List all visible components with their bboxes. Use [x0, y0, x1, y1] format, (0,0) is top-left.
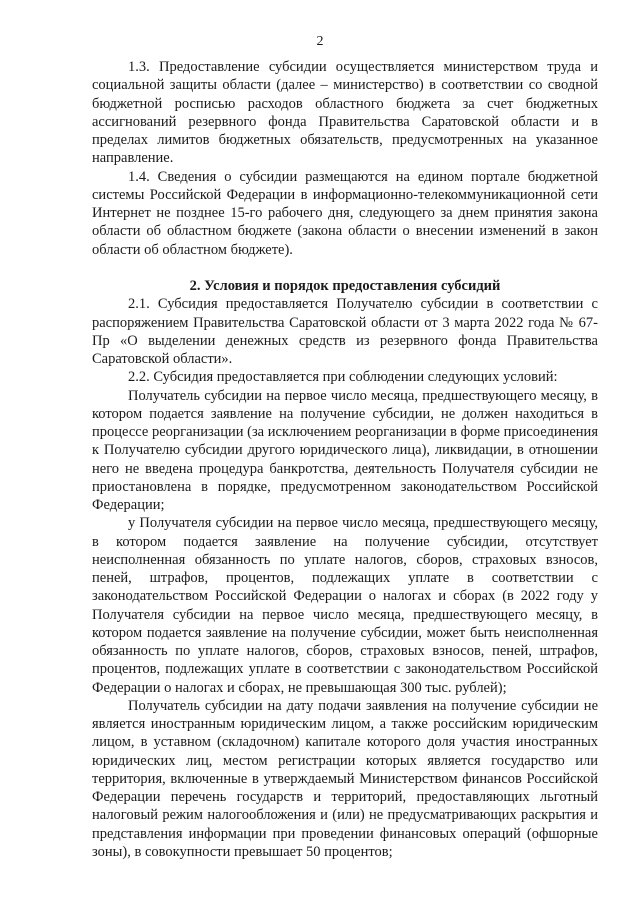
page-number: 2 — [316, 34, 324, 49]
paragraph-2-2: 2.2. Субсидия предоставляется при соблюдении следующих условий: — [128, 369, 558, 386]
paragraph-2-1: 2.1. Субсидия предоставляется Получателю субсидии в соответствии с распоряжением Правительства Саратовской области от 3 марта 2022 года № 67-Пр «О выделении денежных средств из резервного фонда Правительства Саратовской области». — [92, 296, 598, 367]
condition-no-tax-debt: у Получателя субсидии на первое число месяца, предшествующего месяцу, в котором подается заявление на получение субсидии, отсутствует неисполненная обязанность по уплате налогов, сборов, страховых взносов, пеней, штрафов, процентов, подлежащих уплате в соответствии с законодательством Российской Федерации о налогах и сборах (в 2022 году у Получателя субсидии на первое число месяца, предшествующего месяцу, в котором подается заявление на получение субсидии, может быть неисполненная обязанность по уплате налогов, сборов, страховых взносов, пеней, штрафов, процентов, подлежащих уплате в соответствии с законодательством Российской Федерации о налогах и сборах, не превышающая 300 тыс. рублей); — [92, 515, 598, 696]
document-body — [92, 58, 598, 861]
condition-no-reorganization: Получатель субсидии на первое число месяца, предшествующего месяцу, в котором подается заявление на получение субсидии, не должен находиться в процессе реорганизации (за исключением реорганизации в форме присоединения к Получателю субсидии другого юридического лица), ликвидации, в отношении него не введена процедура банкротства, деятельность Получателя субсидии не приостановлена в порядке, предусмотренном законодательством Российской Федерации; — [92, 387, 598, 513]
paragraph-1-3: 1.3. Предоставление субсидии осуществляется министерством труда и социальной защиты области (далее – министерство) в соответствии со сводной бюджетной росписью расходов областного бюджета за счет бюджетных ассигнований резервного фонда Правительства Саратовской области и в пределах лимитов бюджетных обязательств, предусмотренных на указанное направление. — [92, 59, 598, 167]
section-spacer — [92, 259, 598, 277]
paragraph-1-4: 1.4. Сведения о субсидии размещаются на едином портале бюджетной системы Российской Федерации в информационно-телекоммуникационной сети Интернет не позднее 15-го рабочего дня, следующего за днем принятия закона области об областном бюджете (закона области о внесении изменений в закон области об областном бюджете). — [92, 168, 598, 258]
condition-not-foreign-entity: Получатель субсидии на дату подачи заявления на получение субсидии не является иностранным юридическим лицом, а также российским юридическим лицом, в уставном (складочном) капитале которого доля участия иностранных юридических лиц, местом регистрации которых является государство или территория, включенные в утверждаемый Министерством финансов Российской Федерации перечень государств и территорий, предоставляющих льготный налоговый режим налогообложения и (или) не предусматривающих раскрытия и представления информации при проведении финансовых операций (офшорные зоны), в совокупности превышает 50 процентов; — [92, 697, 598, 860]
section-heading: 2. Условия и порядок предоставления субсидий — [189, 278, 501, 294]
